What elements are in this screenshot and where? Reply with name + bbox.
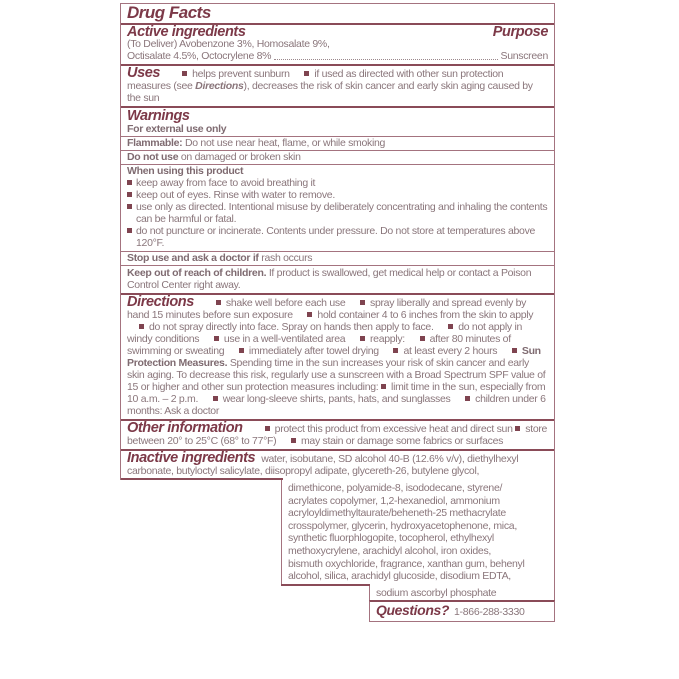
- bullet-icon: [360, 336, 365, 341]
- inactive-ingredients-section: [121, 451, 554, 480]
- direction-item: children under 6 months: Ask a doctor: [127, 393, 546, 417]
- direction-item: limit time in the sun, especially from 10 a.m. – 2 p.m.: [127, 381, 546, 405]
- drug-facts-label: [120, 3, 555, 622]
- inactive-line: water, isobutane, SD alcohol 40-B (12.6% v/v), diethylhexyl: [261, 453, 519, 465]
- direction-item: immediately after towel drying: [227, 345, 379, 357]
- label-main-box: [120, 3, 555, 480]
- inactive-line: acryloyldimethyltaurate/beheneth-25 methacrylate: [288, 507, 506, 520]
- direction-item: shake well before each use: [204, 297, 345, 309]
- inactive-line: methoxycrylene, arachidyl alcohol, iron oxides,: [288, 544, 492, 557]
- direction-item: do not apply in windy conditions: [127, 321, 523, 345]
- direction-item: after 80 minutes of swimming or sweating: [127, 333, 511, 357]
- inactive-line: carbonate, butyloctyl salicylate, diisopropyl adipate, glycereth-26, butylene glycol,: [127, 465, 480, 477]
- bullet-icon: [213, 396, 218, 401]
- bullet-icon: [381, 384, 386, 389]
- inactive-ingredients-last-line-box: [369, 586, 555, 600]
- warning-bullet: do not puncture or incinerate. Contents under pressure. Do not store at temperatures above 120°F.: [127, 225, 548, 249]
- bullet-icon: [393, 348, 398, 353]
- direction-item: at least every 2 hours: [381, 345, 497, 357]
- inactive-line: dimethicone, polyamide-8, isododecane, styrene/: [288, 482, 503, 494]
- other-information-section: [121, 421, 554, 451]
- direction-item-sun-protection: Sun Protection Measures. Spending time in the sun increases your risk of skin cancer and early skin aging. To decrease this risk, regularly use a sunscreen with a Broad Spectrum SPF value of 15 or higher and other sun protection measures including:: [127, 345, 546, 393]
- questions-heading: Questions?: [376, 601, 450, 618]
- bullet-icon: [448, 324, 453, 329]
- direction-item: use in a well-ventilated area: [202, 333, 345, 345]
- bullet-icon: [127, 180, 132, 185]
- bullet-icon: [304, 71, 309, 76]
- purpose-value: Sunscreen: [500, 50, 548, 62]
- other-info-item: protect this product from excessive heat and direct sun: [253, 423, 513, 435]
- bullet-icon: [512, 348, 517, 353]
- inactive-line: alcohol, silica, arachidyl glucoside, disodium EDTA,: [288, 570, 511, 583]
- direction-item: wear long-sleeve shirts, pants, hats, and sunglasses: [201, 393, 451, 405]
- inactive-ingredients-column: [281, 480, 555, 586]
- bullet-icon: [216, 300, 221, 305]
- inactive-line: acrylates copolymer, 1,2-hexanediol, ammonium: [288, 494, 500, 507]
- directions-heading: Directions: [127, 294, 194, 310]
- inactive-line: bismuth oxychloride, fragrance, xanthan gum, behenyl: [288, 557, 525, 570]
- active-ingredients-heading: Active ingredients: [127, 24, 246, 40]
- uses-section: [121, 66, 554, 108]
- bullet-icon: [139, 324, 144, 329]
- directions-reference: Directions: [195, 80, 244, 92]
- page-title: Drug Facts: [127, 3, 211, 22]
- external-use-row: For external use only: [121, 123, 554, 137]
- warnings-heading: Warnings: [127, 108, 190, 124]
- dotted-leader: [274, 59, 497, 60]
- bullet-icon: [127, 204, 132, 209]
- bullet-icon: [420, 336, 425, 341]
- flammable-row: Flammable: Do not use near heat, flame, or while smoking: [121, 137, 554, 151]
- warning-bullet: keep away from face to avoid breathing it: [127, 177, 548, 189]
- direction-item: do not spray directly into face. Spray on hands then apply to face.: [127, 321, 434, 333]
- bullet-icon: [214, 336, 219, 341]
- direction-item: spray liberally and spread evenly by hand 15 minutes before sun exposure: [127, 297, 527, 321]
- direction-item: hold container 4 to 6 inches from the skin to apply: [295, 309, 533, 321]
- bullet-icon: [291, 438, 296, 443]
- active-ingredients-line1: (To Deliver) Avobenzone 3%, Homosalate 9%,: [127, 38, 330, 50]
- active-ingredients-line2: Octisalate 4.5%, Octocrylene 8% Sunscreen: [127, 50, 548, 62]
- inactive-line: sodium ascorbyl phosphate: [376, 586, 497, 599]
- when-using-heading: When using this product: [127, 165, 244, 177]
- active-ingredients-section: [121, 25, 554, 66]
- bullet-icon: [127, 192, 132, 197]
- bullet-icon: [127, 228, 132, 233]
- warning-bullet: keep out of eyes. Rinse with water to remove.: [127, 189, 548, 201]
- warnings-section: [121, 108, 554, 295]
- stop-use-row: Stop use and ask a doctor if rash occurs: [121, 251, 554, 266]
- uses-item: helps prevent sunburn: [170, 68, 290, 80]
- direction-item: reapply:: [348, 333, 405, 345]
- bullet-icon: [465, 396, 470, 401]
- other-info-item: store between 20° to 25°C (68° to 77°F): [127, 423, 548, 447]
- uses-item: if used as directed with other sun protection measures (see Directions), decreases the risk of skin cancer and early skin aging caused by the sun: [127, 68, 533, 104]
- questions-phone-number: 1-866-288-3330: [454, 605, 525, 618]
- do-not-use-row: Do not use on damaged or broken skin: [121, 151, 554, 165]
- warning-bullet: use only as directed. Intentional misuse by deliberately concentrating and inhaling the contents can be harmful or fatal.: [127, 201, 548, 225]
- uses-heading: Uses: [127, 65, 161, 81]
- partial-rule: [121, 478, 283, 480]
- partial-rule: [281, 584, 370, 586]
- purpose-heading: Purpose: [492, 24, 548, 40]
- when-using-list: [121, 177, 554, 251]
- questions-section: [369, 600, 555, 622]
- other-information-heading: Other information: [127, 420, 243, 436]
- bullet-icon: [265, 426, 270, 431]
- directions-section: [121, 295, 554, 421]
- bullet-icon: [307, 312, 312, 317]
- other-info-item: may stain or damage some fabrics or surfaces: [279, 435, 503, 447]
- inactive-line: synthetic fluorphlogopite, tocopherol, ethylhexyl: [288, 532, 494, 545]
- keep-out-of-reach-row: Keep out of reach of children. If product is swallowed, get medical help or contact a Poison Control Center right away.: [127, 267, 532, 291]
- inactive-line: crosspolymer, glycerin, hydroxyacetophenone, mica,: [288, 519, 517, 532]
- bullet-icon: [515, 426, 520, 431]
- title-section: [121, 4, 554, 25]
- bullet-icon: [182, 71, 187, 76]
- bullet-icon: [360, 300, 365, 305]
- bullet-icon: [239, 348, 244, 353]
- inactive-ingredients-heading: Inactive ingredients: [127, 450, 256, 466]
